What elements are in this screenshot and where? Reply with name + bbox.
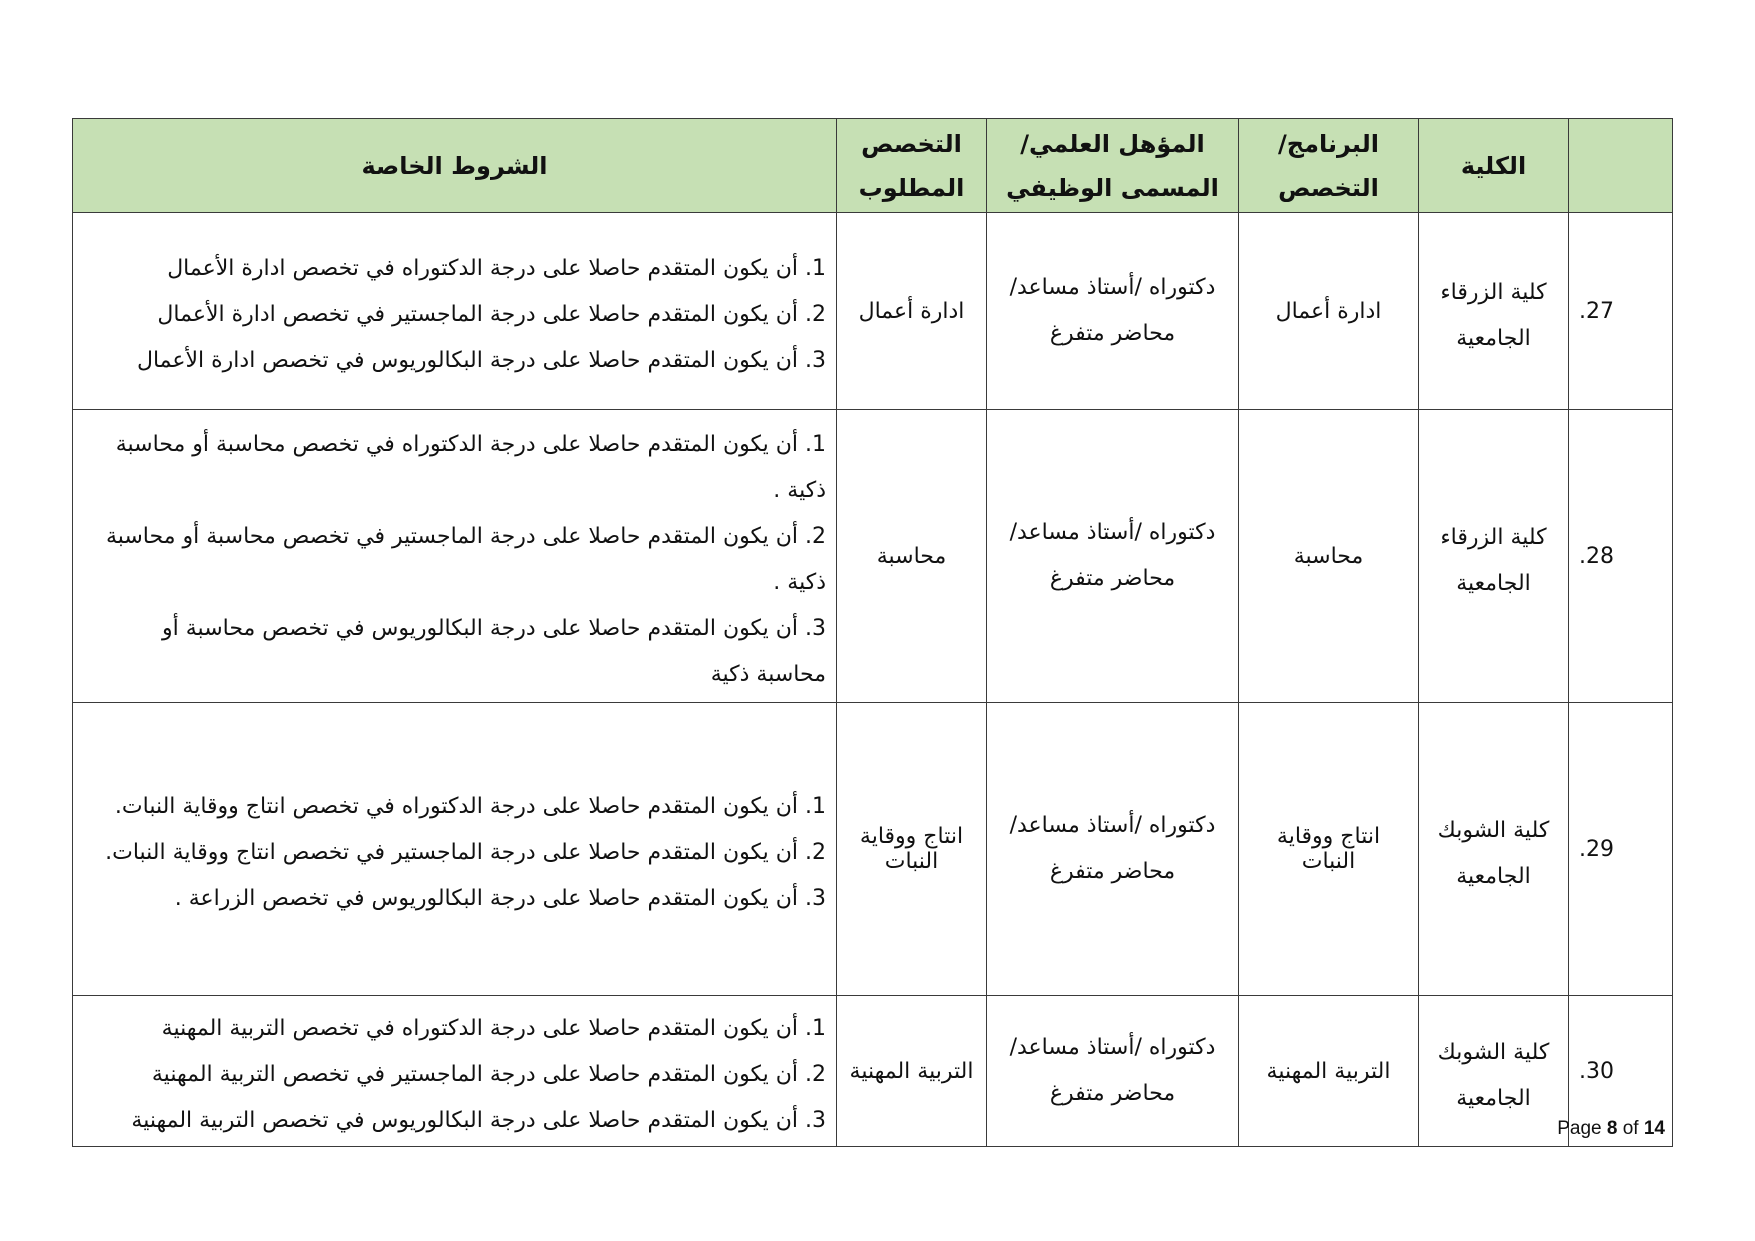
header-specialization: التخصص المطلوب [837,119,987,213]
row-index: 28. [1569,410,1673,703]
condition-item: 1. أن يكون المتقدم حاصلا على درجة الدكتوراه في تخصص انتاج ووقاية النبات. [114,794,826,819]
condition-item: 3. أن يكون المتقدم حاصلا على درجة البكالوريوس في تخصص الزراعة . [174,886,826,911]
table-row [73,410,1673,703]
table-header-row [73,119,1673,213]
row-specialization: ادارة أعمال [837,213,987,410]
row-college: كلية الشوبك الجامعية [1419,996,1569,1147]
page-number [1557,1118,1665,1140]
row-conditions [73,996,837,1147]
condition-item: 2. أن يكون المتقدم حاصلا على درجة الماجستير في تخصص انتاج ووقاية النبات. [105,840,826,865]
row-college: كلية الزرقاء الجامعية [1419,410,1569,703]
row-college: كلية الشوبك الجامعية [1419,703,1569,996]
condition-item: 2. أن يكون المتقدم حاصلا على درجة الماجستير في تخصص ادارة الأعمال [157,302,826,327]
condition-item: 3. أن يكون المتقدم حاصلا على درجة البكالوريوس في تخصص التربية المهنية [131,1108,826,1133]
row-qualification: دكتوراه /أستاذ مساعد/محاضر متفرغ [987,213,1239,410]
row-index: 27. [1569,213,1673,410]
row-program: محاسبة [1239,410,1419,703]
row-program: التربية المهنية [1239,996,1419,1147]
row-specialization: محاسبة [837,410,987,703]
row-conditions [73,703,837,996]
header-index [1569,119,1673,213]
row-index: 29. [1569,703,1673,996]
current-page: 8 [1606,1118,1618,1139]
positions-table [72,118,1673,1147]
row-conditions [73,410,837,703]
page-word: Page [1557,1118,1602,1139]
table-row [73,703,1673,996]
header-college: الكلية [1419,119,1569,213]
condition-item: 3. أن يكون المتقدم حاصلا على درجة البكالوريوس في تخصص محاسبة أو محاسبة ذكية [162,616,826,687]
row-conditions [73,213,837,410]
condition-item: 1. أن يكون المتقدم حاصلا على درجة الدكتوراه في تخصص التربية المهنية [161,1016,826,1041]
row-program: انتاج ووقاية النبات [1239,703,1419,996]
row-specialization: التربية المهنية [837,996,987,1147]
condition-item: 3. أن يكون المتقدم حاصلا على درجة البكالوريوس في تخصص ادارة الأعمال [136,348,826,373]
condition-item: 2. أن يكون المتقدم حاصلا على درجة الماجستير في تخصص التربية المهنية [151,1062,826,1087]
row-qualification: دكتوراه /أستاذ مساعد/محاضر متفرغ [987,996,1239,1147]
row-college: كلية الزرقاء الجامعية [1419,213,1569,410]
row-specialization: انتاج ووقاية النبات [837,703,987,996]
row-qualification: دكتوراه /أستاذ مساعد/محاضر متفرغ [987,703,1239,996]
condition-item: 1. أن يكون المتقدم حاصلا على درجة الدكتوراه في تخصص محاسبة أو محاسبة ذكية . [115,432,826,503]
header-program: البرنامج/ التخصص [1239,119,1419,213]
header-qualification: المؤهل العلمي/المسمى الوظيفي [987,119,1239,213]
table-row [73,213,1673,410]
header-conditions: الشروط الخاصة [73,119,837,213]
condition-item: 2. أن يكون المتقدم حاصلا على درجة الماجستير في تخصص محاسبة أو محاسبة ذكية . [105,524,826,595]
table-row [73,996,1673,1147]
total-pages: 14 [1643,1118,1665,1139]
condition-item: 1. أن يكون المتقدم حاصلا على درجة الدكتوراه في تخصص ادارة الأعمال [167,256,826,281]
row-index: 30. [1569,996,1673,1147]
row-qualification: دكتوراه /أستاذ مساعد/محاضر متفرغ [987,410,1239,703]
row-program: ادارة أعمال [1239,213,1419,410]
of-word: of [1622,1118,1639,1139]
